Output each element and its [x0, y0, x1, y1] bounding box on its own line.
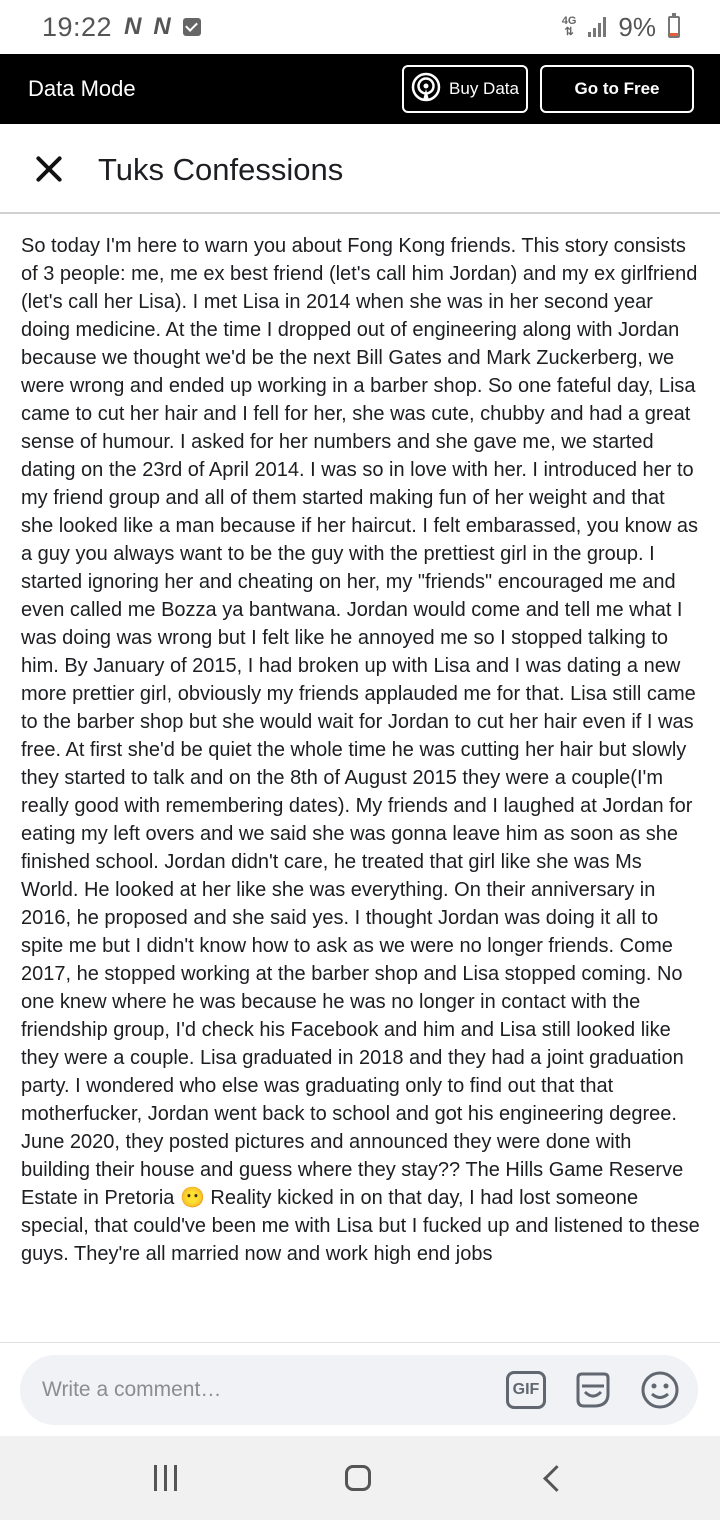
comment-bar [0, 1342, 720, 1437]
page-title: Tuks Confessions [98, 152, 344, 187]
sticker-icon[interactable] [572, 1370, 614, 1410]
status-bar [0, 0, 720, 54]
gif-icon[interactable] [506, 1371, 546, 1409]
home-icon[interactable] [345, 1465, 371, 1491]
battery-icon [668, 16, 680, 38]
notification-n-icon: N [153, 13, 171, 40]
comment-placeholder: Write a comment… [42, 1378, 222, 1401]
system-nav-bar [0, 1436, 720, 1520]
buy-data-button[interactable] [402, 65, 528, 113]
close-icon[interactable] [34, 154, 64, 184]
status-left [42, 12, 201, 43]
go-to-free-label: Go to Free [574, 79, 660, 98]
emoji-icon[interactable] [640, 1370, 680, 1410]
data-mode-title: Data Mode [28, 76, 136, 101]
recents-icon[interactable] [154, 1465, 177, 1491]
comment-icons [506, 1370, 680, 1410]
go-to-free-button[interactable] [540, 65, 694, 113]
notification-n-icon: N [124, 13, 142, 40]
status-right [562, 12, 680, 43]
page-header [0, 124, 720, 214]
battery-percent: 9% [618, 11, 656, 42]
network-type-label: 4G [561, 15, 577, 27]
post-text: So today I'm here to warn you about Fong Kong friends. This story consists of 3 people: me, me ex best friend (let's call him Jordan) and my ex girlfriend (let's call her Lisa). I met Lisa in 2014 when she was in her second year doing medicine. At the time I dropped out of engineering along with Jordan because we thought we'd be the next Bill Gates and Mark Zuckerberg, we were wrong and ended up working in a barber shop. So one fateful day, Lisa came to cut her hair and I fell for her, she was cute, chubby and had a great sense of humour. I asked for her numbers and she gave me, we started dating on the 23rd of April 2014. I was so in love with her. I introduced her to my friend group and all of them started making fun of her weight and that she looked like a man because if her haircut. I felt embarassed, you know as a guy you always want to be the guy with the prettiest girl in the group. I started ignoring her and cheating on her, my "friends" encouraged me and even called me Bozza ya bantwana. Jordan would come and tell me what I was doing was wrong but I felt like he annoyed me so I stopped talking to him. By January of 2015, I had broken up with Lisa and I was dating a new more prettier girl, obviously my friends applauded me for that. Lisa still came to the barber shop but she would wait for Jordan to cut her hair even if I was free. At first she'd be quiet the whole time he was cutting her hair but slowly they started to talk and on the 8th of August 2015 they were a couple(I'm really good with remembering dates). My friends and I laughed at Jordan for eating my left overs and we said she was gonna leave him as soon as she finished school. Jordan didn't care, he treated that girl like she was Ms World. He looked at her like she was everything. On their anniversary in 2016, he proposed and she said yes. I thought Jordan was doing it all to spite me but I didn't know how to ask as we were no longer friends. Come 2017, he stopped working at the barber shop and Lisa stopped coming. No one knew where he was because he was no longer in contact with the friendship group, I'd check his Facebook and him and Lisa still looked like they were a couple. Lisa graduated in 2018 and they had a joint graduation party. I wondered who else was graduating only to find out that that motherfucker, Jordan went back to school and got his engineering degree. June 2020, they posted pictures and announced they were done with building their house and guess where they stay?? The Hills Game Reserve Estate in Pretoria 😶 Reality kicked in on that day, I had lost someone special, that could've been me with Lisa but I fucked up and listened to these guys. They're all married now and work high end jobs [21, 235, 700, 1265]
gif-label: GIF [512, 1381, 540, 1398]
network-type-icon: 4G ⇅ [561, 15, 577, 38]
post-body[interactable] [0, 214, 720, 1342]
data-mode-bar [0, 54, 720, 124]
buy-data-label: Buy Data [449, 79, 519, 98]
data-mode-buttons [402, 65, 694, 113]
status-time: 19:22 [42, 11, 113, 42]
back-icon[interactable] [543, 1465, 570, 1492]
checkbox-notification-icon [183, 18, 201, 36]
signal-icon [588, 17, 606, 37]
broadcast-icon [411, 72, 441, 107]
comment-input[interactable] [20, 1355, 698, 1425]
